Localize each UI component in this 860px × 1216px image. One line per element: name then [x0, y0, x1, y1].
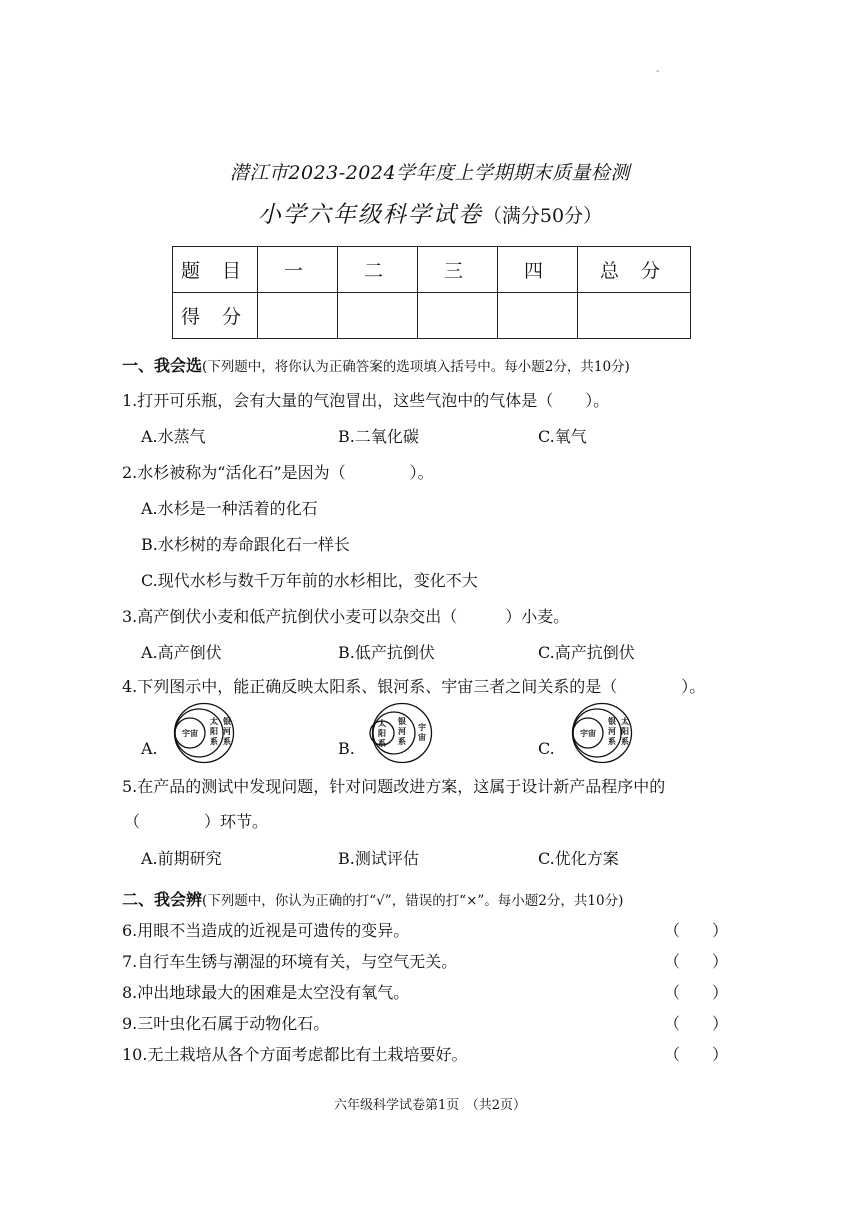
exam-title-line2 — [0, 196, 860, 229]
score-cell[interactable] — [578, 293, 691, 339]
question-1-option-a[interactable]: A.水蒸气 — [141, 427, 206, 446]
question-4-option-c[interactable]: C. — [538, 739, 555, 758]
statement-7: 7.自行车生锈与潮湿的环境有关，与空气无关。 — [122, 952, 458, 971]
statement-7-answer-bracket[interactable]: （ ） — [664, 952, 729, 971]
diagram-a-outer-label-3: 系 — [223, 737, 231, 746]
question-4-option-b[interactable]: B. — [338, 739, 355, 758]
section2-title: 二、我会辨 — [122, 890, 203, 909]
diagram-a-outer-label-1: 银 — [223, 717, 231, 726]
diagram-b-mid-label-3: 系 — [398, 737, 406, 746]
exam-title-line1: 潜江市2023-2024学年度上学期期末质量检测 — [229, 162, 631, 184]
exam-title-sub: （满分50分） — [482, 205, 603, 227]
diagram-a-outer-label-2: 河 — [223, 727, 231, 736]
score-table-header-row — [173, 247, 691, 293]
statement-9: 9.三叶虫化石属于动物化石。 — [122, 1014, 330, 1033]
question-4-stem: 4.下列图示中，能正确反映太阳系、银河系、宇宙三者之间关系的是（ ）。 — [122, 677, 706, 696]
question-2-stem: 2.水杉被称为“活化石”是因为（ ）。 — [122, 463, 434, 482]
score-cell[interactable] — [338, 293, 418, 339]
diagram-c-outer-label-1: 太 — [621, 717, 629, 726]
exam-title-main: 小学六年级科学试卷 — [257, 202, 483, 228]
diagram-a-inner-label: 宇宙 — [182, 729, 198, 738]
diagram-c-mid-label-2: 河 — [608, 727, 616, 736]
score-cell[interactable] — [498, 293, 578, 339]
section2-heading — [122, 887, 623, 910]
diagram-b-inner-label-3: 系 — [378, 739, 386, 748]
question-3-option-c[interactable]: C.高产抗倒伏 — [538, 643, 635, 662]
diagram-c-outer-label-3: 系 — [621, 737, 629, 746]
question-5-stem-line2: （ ）环节。 — [124, 812, 269, 831]
diagram-b-outer-label-1: 宇 — [418, 723, 426, 732]
section1-note: (下列题中，将你认为正确答案的选项填入括号中。每小题2分，共10分) — [202, 359, 630, 375]
score-table — [172, 246, 691, 339]
diagram-b-outer-label-2: 宙 — [418, 733, 426, 742]
question-1-option-c[interactable]: C.氧气 — [538, 427, 587, 446]
statement-8: 8.冲出地球最大的困难是太空没有氧气。 — [122, 983, 410, 1002]
score-table-score-row — [173, 293, 691, 339]
score-row-label: 得 分 — [173, 293, 258, 339]
question-3-option-a[interactable]: A.高产倒伏 — [141, 643, 222, 662]
question-2-option-c[interactable]: C.现代水杉与数千万年前的水杉相比，变化不大 — [141, 571, 478, 590]
diagram-c-mid-label-1: 银 — [608, 717, 616, 726]
diagram-c-inner-label: 宇宙 — [580, 729, 596, 738]
score-header-cell: 二 — [338, 247, 418, 293]
question-1-option-b[interactable]: B.二氧化碳 — [338, 427, 419, 446]
section1-heading — [122, 353, 630, 376]
statement-10-answer-bracket[interactable]: （ ） — [664, 1045, 729, 1064]
diagram-b-nested-circles — [360, 702, 444, 764]
statement-6: 6.用眼不当造成的近视是可遗传的变异。 — [122, 921, 410, 940]
score-header-cell: 题 目 — [173, 247, 258, 293]
question-3-option-b[interactable]: B.低产抗倒伏 — [338, 643, 435, 662]
diagram-a-nested-circles — [162, 702, 246, 764]
corner-mark: - — [656, 66, 660, 77]
diagram-b-inner-label-2: 阳 — [378, 729, 386, 738]
question-4-option-a[interactable]: A. — [141, 739, 158, 758]
statement-6-answer-bracket[interactable]: （ ） — [664, 921, 729, 940]
statement-10: 10.无土栽培从各个方面考虑都比有土栽培要好。 — [122, 1045, 468, 1064]
diagram-a-mid-label-1: 太 — [210, 717, 218, 726]
score-header-cell: 总 分 — [578, 247, 691, 293]
question-1-stem: 1.打开可乐瓶，会有大量的气泡冒出，这些气泡中的气体是（ ）。 — [122, 391, 610, 410]
diagram-b-inner-label-1: 太 — [378, 719, 386, 728]
score-cell[interactable] — [258, 293, 338, 339]
score-cell[interactable] — [418, 293, 498, 339]
question-5-stem-line1: 5.在产品的测试中发现问题，针对问题改进方案，这属于设计新产品程序中的 — [122, 777, 666, 796]
score-header-cell: 三 — [418, 247, 498, 293]
diagram-c-outer-label-2: 阳 — [621, 727, 629, 736]
question-5-option-a[interactable]: A.前期研究 — [141, 849, 222, 868]
diagram-a-mid-label-2: 阳 — [210, 727, 218, 736]
question-5-option-b[interactable]: B.测试评估 — [338, 849, 419, 868]
diagram-c-nested-circles — [560, 702, 644, 764]
diagram-b-mid-label-2: 河 — [398, 727, 406, 736]
section2-note: (下列题中，你认为正确的打“√”，错误的打“×”。每小题2分，共10分) — [202, 893, 624, 909]
question-3-stem: 3.高产倒伏小麦和低产抗倒伏小麦可以杂交出（ ）小麦。 — [122, 607, 570, 626]
diagram-a-mid-label-3: 系 — [210, 737, 218, 746]
score-header-cell: 一 — [258, 247, 338, 293]
question-2-option-b[interactable]: B.水杉树的寿命跟化石一样长 — [141, 535, 350, 554]
question-2-option-a[interactable]: A.水杉是一种活着的化石 — [141, 499, 318, 518]
page-footer: 六年级科学试卷第1页 （共2页） — [333, 1098, 527, 1113]
statement-8-answer-bracket[interactable]: （ ） — [664, 983, 729, 1002]
question-5-option-c[interactable]: C.优化方案 — [538, 849, 619, 868]
diagram-c-mid-label-3: 系 — [608, 737, 616, 746]
diagram-b-mid-label-1: 银 — [398, 717, 406, 726]
statement-9-answer-bracket[interactable]: （ ） — [664, 1014, 729, 1033]
section1-title: 一、我会选 — [122, 356, 203, 375]
score-header-cell: 四 — [498, 247, 578, 293]
